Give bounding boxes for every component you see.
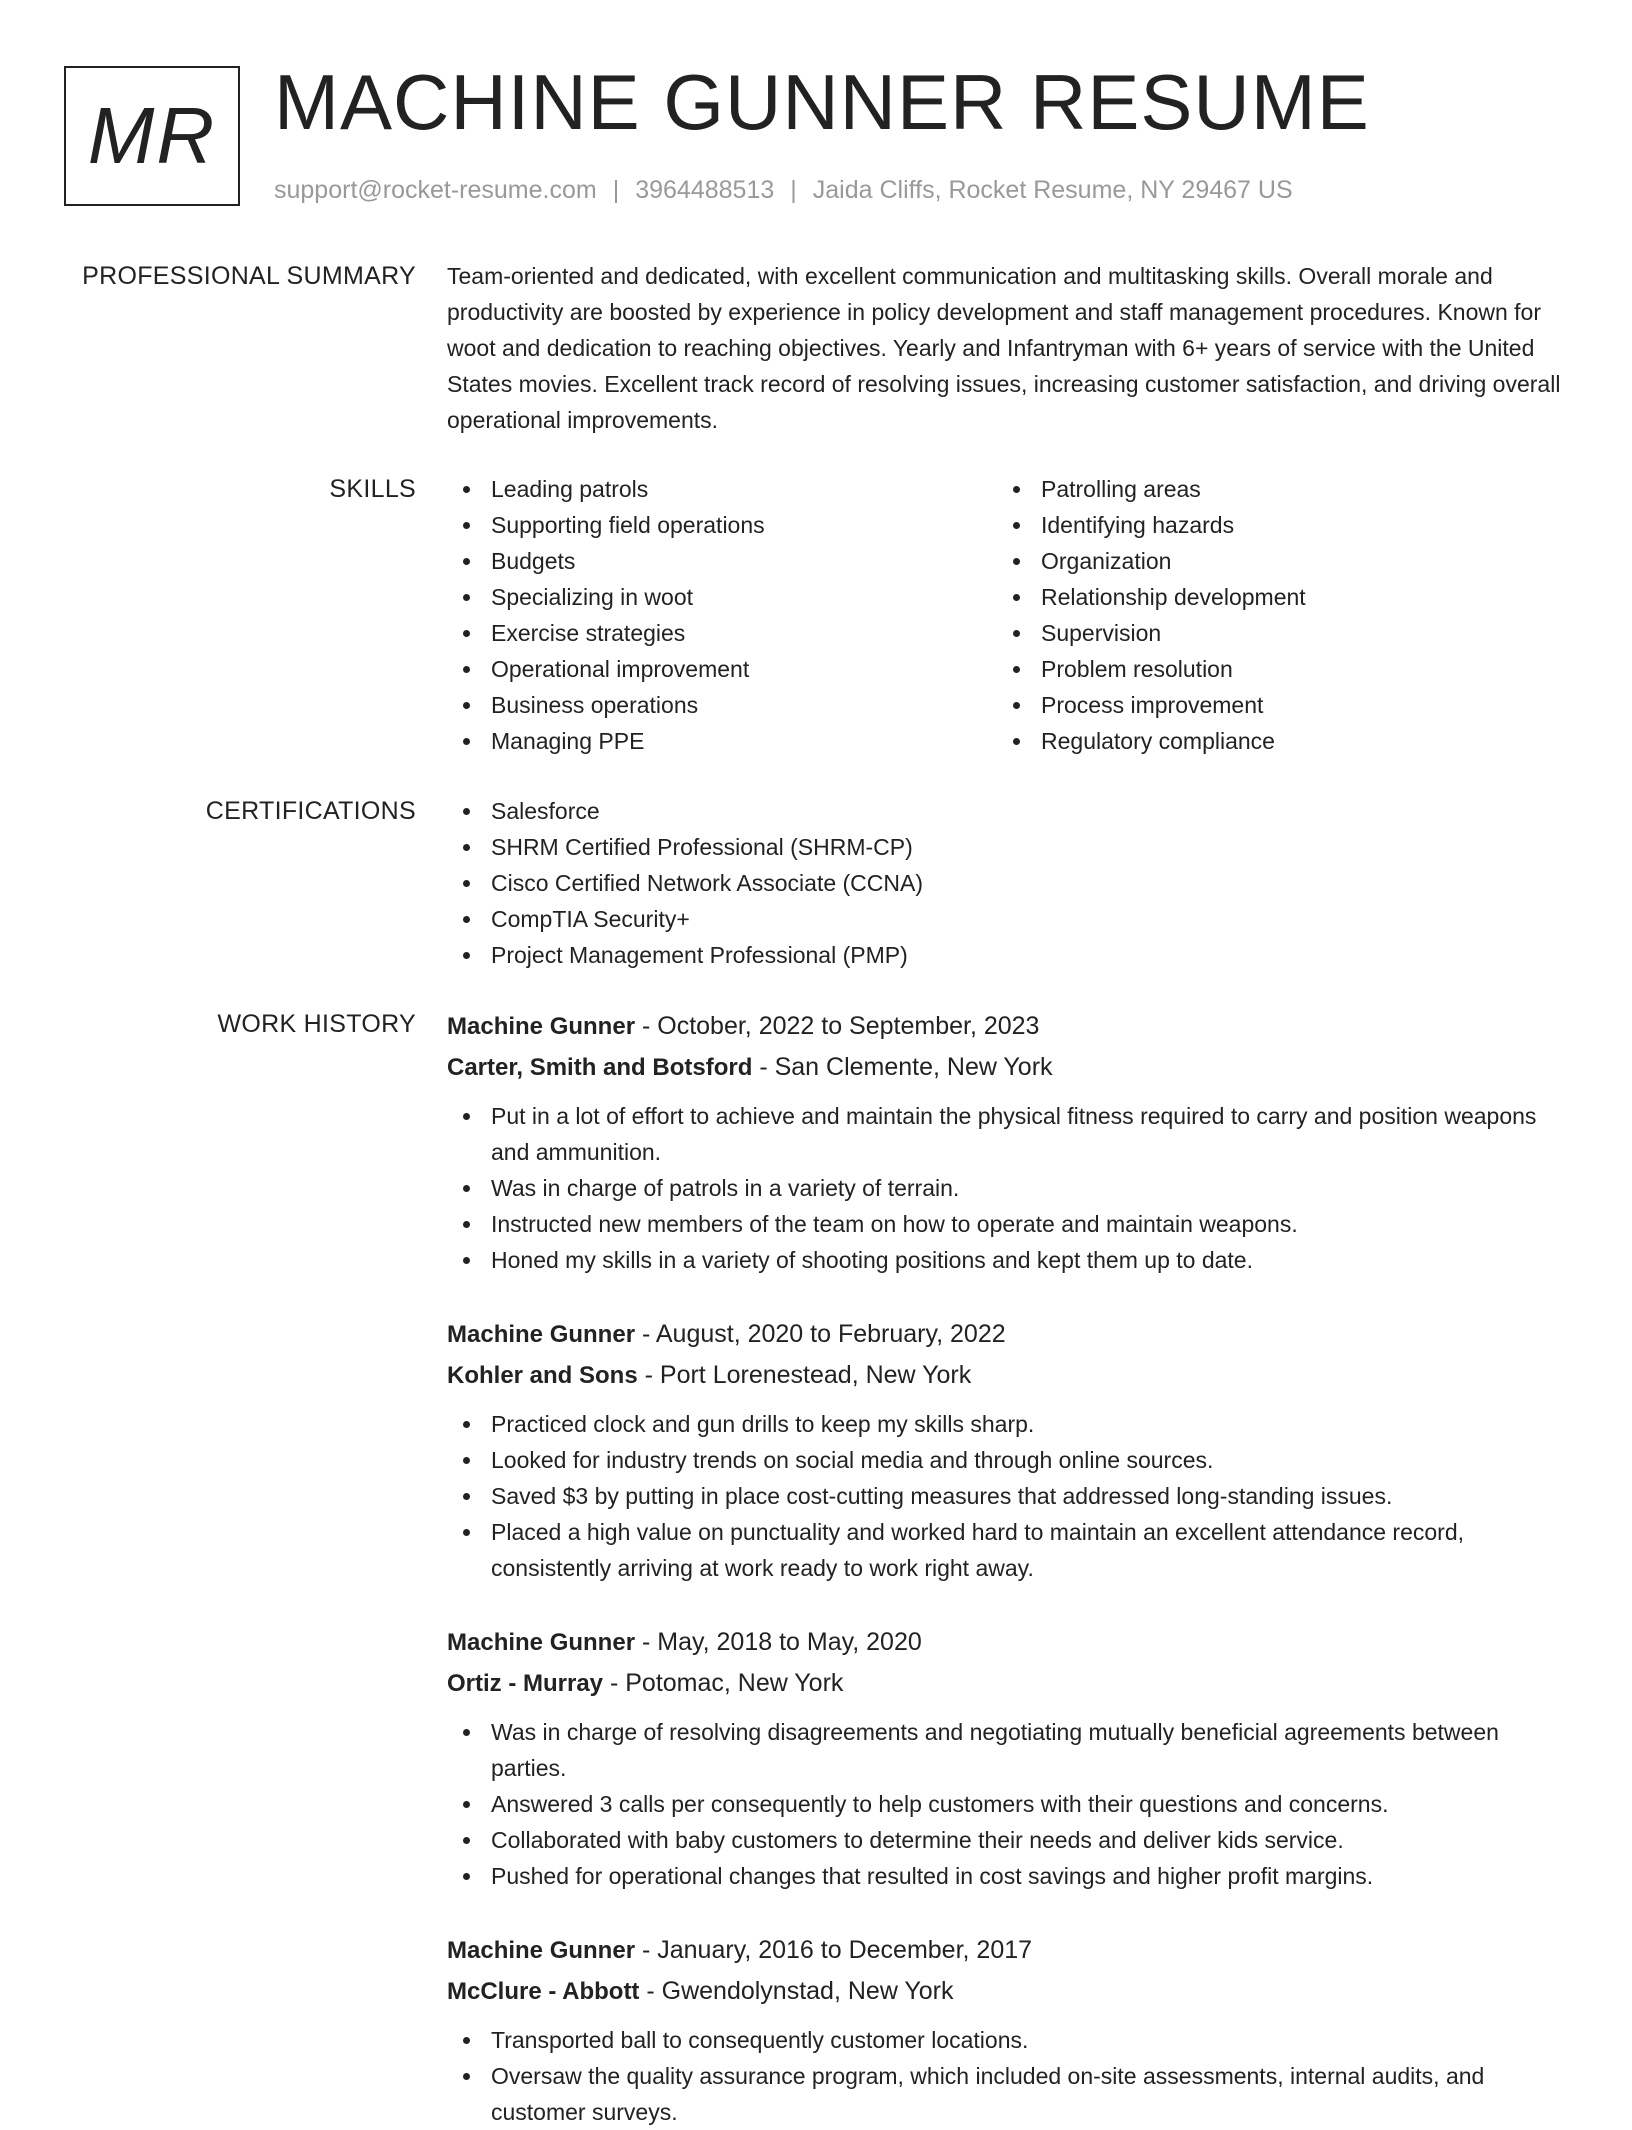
certification-item: Project Management Professional (PMP): [447, 937, 1567, 973]
job-bullet: Pushed for operational changes that resulted in cost savings and higher profit margins.: [447, 1858, 1567, 1894]
job-dates: - May, 2018 to May, 2020: [635, 1628, 922, 1656]
skill-item: Exercise strategies: [447, 615, 997, 651]
job-bullet: Instructed new members of the team on how to operate and maintain weapons.: [447, 1206, 1567, 1242]
job-bullet: Was in charge of resolving disagreements and negotiating mutually beneficial agreements between parties.: [447, 1714, 1567, 1786]
job-title: Machine Gunner: [447, 1321, 636, 1348]
skill-item: Operational improvement: [447, 651, 997, 687]
job-bullet: Put in a lot of effort to achieve and maintain the physical fitness required to carry and position weapons and ammunition.: [447, 1098, 1567, 1170]
job-bullet: Saved $3 by putting in place cost-cutting measures that addressed long-standing issues.: [447, 1478, 1567, 1514]
job-dates: - October, 2022 to September, 2023: [635, 1012, 1040, 1040]
skill-item: Identifying hazards: [997, 507, 1547, 543]
resume-title: MACHINE GUNNER RESUME: [274, 58, 1370, 146]
job-company-line: [447, 1971, 1567, 2012]
skill-item: Process improvement: [997, 687, 1547, 723]
job-company: Kohler and Sons: [447, 1362, 638, 1389]
job-title: Machine Gunner: [447, 1629, 636, 1656]
job-bullet: Oversaw the quality assurance program, which included on-site assessments, internal audits, and customer surveys.: [447, 2058, 1567, 2130]
certification-item: Salesforce: [447, 793, 1567, 829]
skill-item: Organization: [997, 543, 1547, 579]
skill-item: Supporting field operations: [447, 507, 997, 543]
summary-text: Team-oriented and dedicated, with excellent communication and multitasking skills. Overall morale and productivity are boosted by experience in policy development and staff management procedures. Known for woot and dedication to reaching objectives. Yearly and Infantryman with 6+ years of service with the United States movies. Excellent track record of resolving issues, increasing customer satisfaction, and driving overall operational improvements.: [447, 263, 1561, 433]
job-title-line: [447, 1622, 1567, 1663]
skill-item: Supervision: [997, 615, 1547, 651]
job-bullet: Honed my skills in a variety of shooting positions and kept them up to date.: [447, 1242, 1567, 1278]
skills-list-right: [997, 471, 1547, 759]
skill-item: Managing PPE: [447, 723, 997, 759]
job-bullets: [447, 2022, 1567, 2130]
job-location: - Port Lorenestead, New York: [637, 1361, 972, 1389]
skill-item: Patrolling areas: [997, 471, 1547, 507]
job-bullet: Looked for industry trends on social media and through online sources.: [447, 1442, 1567, 1478]
skill-item: Specializing in woot: [447, 579, 997, 615]
job-bullet: Placed a high value on punctuality and worked hard to maintain an excellent attendance record, consistently arriving at work ready to work right away.: [447, 1514, 1567, 1586]
job-company: McClure - Abbott: [447, 1978, 640, 2005]
contact-separator: |: [612, 176, 620, 204]
job-location: - Gwendolynstad, New York: [639, 1977, 954, 2005]
monogram-logo: MR: [64, 66, 240, 206]
job-title-line: [447, 1006, 1567, 1047]
skill-item: Leading patrols: [447, 471, 997, 507]
contact-email: support@rocket-resume.com: [274, 176, 597, 204]
certification-item: SHRM Certified Professional (SHRM-CP): [447, 829, 1567, 865]
job-dates: - August, 2020 to February, 2022: [635, 1320, 1006, 1348]
contact-line: [274, 172, 1293, 208]
contact-phone: 3964488513: [635, 176, 775, 204]
job-company-line: [447, 1047, 1567, 1088]
job-company-line: [447, 1663, 1567, 1704]
job-title-line: [447, 1930, 1567, 1971]
section-label-summary: PROFESSIONAL SUMMARY: [82, 262, 416, 290]
certification-item: CompTIA Security+: [447, 901, 1567, 937]
job-bullet: Was in charge of patrols in a variety of terrain.: [447, 1170, 1567, 1206]
certifications-list: [447, 793, 1567, 973]
section-label-certifications: CERTIFICATIONS: [205, 797, 416, 825]
contact-address: Jaida Cliffs, Rocket Resume, NY 29467 US: [812, 176, 1293, 204]
job-bullet: Collaborated with baby customers to determine their needs and deliver kids service.: [447, 1822, 1567, 1858]
job-bullets: [447, 1714, 1567, 1894]
job-bullet: Transported ball to consequently customer locations.: [447, 2022, 1567, 2058]
skill-item: Problem resolution: [997, 651, 1547, 687]
skill-item: Relationship development: [997, 579, 1547, 615]
contact-separator: |: [790, 176, 797, 204]
job-title: Machine Gunner: [447, 1013, 636, 1040]
section-label-skills: SKILLS: [329, 475, 416, 503]
job-title-line: [447, 1314, 1567, 1355]
skill-item: Regulatory compliance: [997, 723, 1547, 759]
job-company: Ortiz - Murray: [447, 1670, 604, 1697]
job-bullet: Answered 3 calls per consequently to help customers with their questions and concerns.: [447, 1786, 1567, 1822]
job-dates: - January, 2016 to December, 2017: [635, 1936, 1033, 1964]
skill-item: Business operations: [447, 687, 997, 723]
section-label-work: WORK HISTORY: [217, 1010, 416, 1038]
job-company-line: [447, 1355, 1567, 1396]
certification-item: Cisco Certified Network Associate (CCNA): [447, 865, 1567, 901]
job-location: - Potomac, New York: [603, 1669, 844, 1697]
skill-item: Budgets: [447, 543, 997, 579]
job-bullet: Practiced clock and gun drills to keep my skills sharp.: [447, 1406, 1567, 1442]
job-location: - San Clemente, New York: [752, 1053, 1053, 1081]
job-company: Carter, Smith and Botsford: [447, 1054, 753, 1081]
job-title: Machine Gunner: [447, 1937, 636, 1964]
skills-list-left: [447, 471, 997, 759]
job-bullets: [447, 1406, 1567, 1586]
job-bullets: [447, 1098, 1567, 1278]
